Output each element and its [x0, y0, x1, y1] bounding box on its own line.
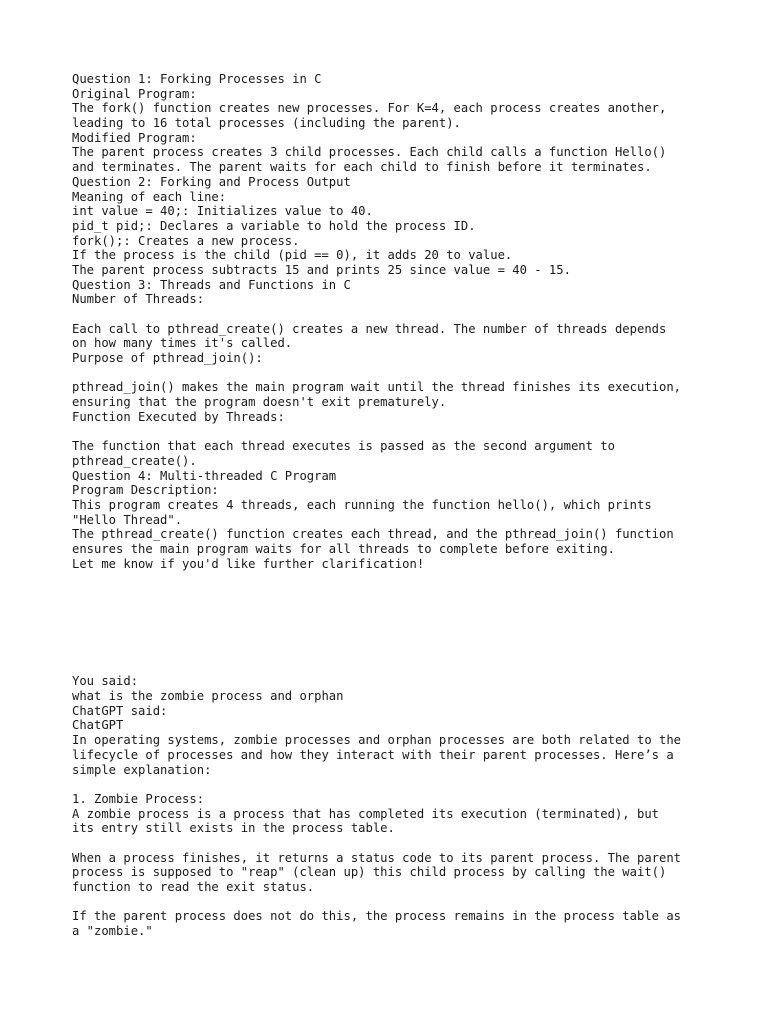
- text-block: [72, 322, 712, 366]
- subheading: Number of Threads:: [72, 292, 205, 307]
- text-line: The function that each thread executes is passed as the second argument to: [72, 439, 615, 454]
- subheading: Modified Program:: [72, 130, 197, 145]
- document-page: [72, 72, 712, 939]
- text-line: process is supposed to "reap" (clean up) this child process by calling the wait(): [72, 865, 667, 880]
- text-line: and terminates. The parent waits for each child to finish before it terminates.: [72, 160, 652, 175]
- speaker-label: You said:: [72, 674, 139, 689]
- text-line: its entry still exists in the process table.: [72, 821, 395, 836]
- text-line: "Hello Thread".: [72, 512, 183, 527]
- text-block: [72, 439, 712, 571]
- text-line: Let me know if you'd like further clarification!: [72, 556, 425, 571]
- text-line: The pthread_create() function creates each thread, and the pthread_join() function: [72, 527, 674, 542]
- section-heading: Question 1: Forking Processes in C: [72, 72, 322, 86]
- text-line: This program creates 4 threads, each running the function hello(), which prints: [72, 497, 652, 512]
- text-line: function to read the exit status.: [72, 880, 315, 894]
- subheading: Program Description:: [72, 483, 219, 498]
- section-heading: Question 4: Multi-threaded C Program: [72, 468, 337, 483]
- text-line: pthread_join() makes the main program wait until the thread finishes its execution,: [72, 380, 682, 395]
- text-block: [72, 909, 712, 938]
- text-line: int value = 40;: Initializes value to 40.: [72, 204, 373, 219]
- text-line: leading to 16 total processes (including the parent).: [72, 116, 461, 131]
- text-block: [72, 851, 712, 895]
- text-line: If the parent process does not do this, the process remains in the process table as: [72, 909, 682, 924]
- blank-line: [72, 836, 712, 851]
- text-line: The fork() function creates new processes. For K=4, each process creates another,: [72, 101, 667, 116]
- speaker-label: ChatGPT: [72, 718, 124, 733]
- text-line: When a process finishes, it returns a status code to its parent process. The parent: [72, 850, 682, 865]
- text-line: lifecycle of processes and how they interact with their parent processes. Here’s a: [72, 747, 674, 762]
- text-line: a "zombie.": [72, 924, 153, 939]
- blank-line: [72, 307, 712, 322]
- subheading: Original Program:: [72, 86, 197, 101]
- blank-line: [72, 425, 712, 440]
- text-line: pid_t pid;: Declares a variable to hold the process ID.: [72, 218, 476, 233]
- subheading: Meaning of each line:: [72, 189, 227, 204]
- section-heading: Question 3: Threads and Functions in C: [72, 277, 351, 292]
- blank-line: [72, 895, 712, 910]
- text-block: [72, 380, 712, 424]
- section-heading: 1. Zombie Process:: [72, 791, 205, 806]
- speaker-label: ChatGPT said:: [72, 703, 168, 718]
- blank-space: [72, 571, 712, 674]
- text-line: pthread_create().: [72, 453, 197, 468]
- subheading: Purpose of pthread_join():: [72, 351, 263, 366]
- user-message: what is the zombie process and orphan: [72, 689, 344, 704]
- text-block: [72, 72, 712, 307]
- text-line: A zombie process is a process that has completed its execution (terminated), but: [72, 806, 659, 821]
- text-line: Each call to pthread_create() creates a new thread. The number of threads depends: [72, 321, 667, 336]
- text-line: simple explanation:: [72, 762, 212, 777]
- text-line: In operating systems, zombie processes and orphan processes are both related to the: [72, 733, 682, 748]
- text-line: fork();: Creates a new process.: [72, 233, 300, 248]
- blank-line: [72, 777, 712, 792]
- text-line: The parent process creates 3 child processes. Each child calls a function Hello(): [72, 145, 667, 160]
- blank-line: [72, 366, 712, 381]
- subheading: Function Executed by Threads:: [72, 409, 285, 424]
- text-line: on how many times it's called.: [72, 336, 293, 351]
- text-line: ensures the main program waits for all threads to complete before exiting.: [72, 542, 615, 556]
- text-line: If the process is the child (pid == 0), it adds 20 to value.: [72, 248, 513, 263]
- chat-block: [72, 674, 712, 777]
- section-heading: Question 2: Forking and Process Output: [72, 174, 351, 189]
- text-line: The parent process subtracts 15 and prints 25 since value = 40 - 15.: [72, 262, 571, 277]
- text-block: [72, 792, 712, 836]
- text-line: ensuring that the program doesn't exit prematurely.: [72, 395, 447, 410]
